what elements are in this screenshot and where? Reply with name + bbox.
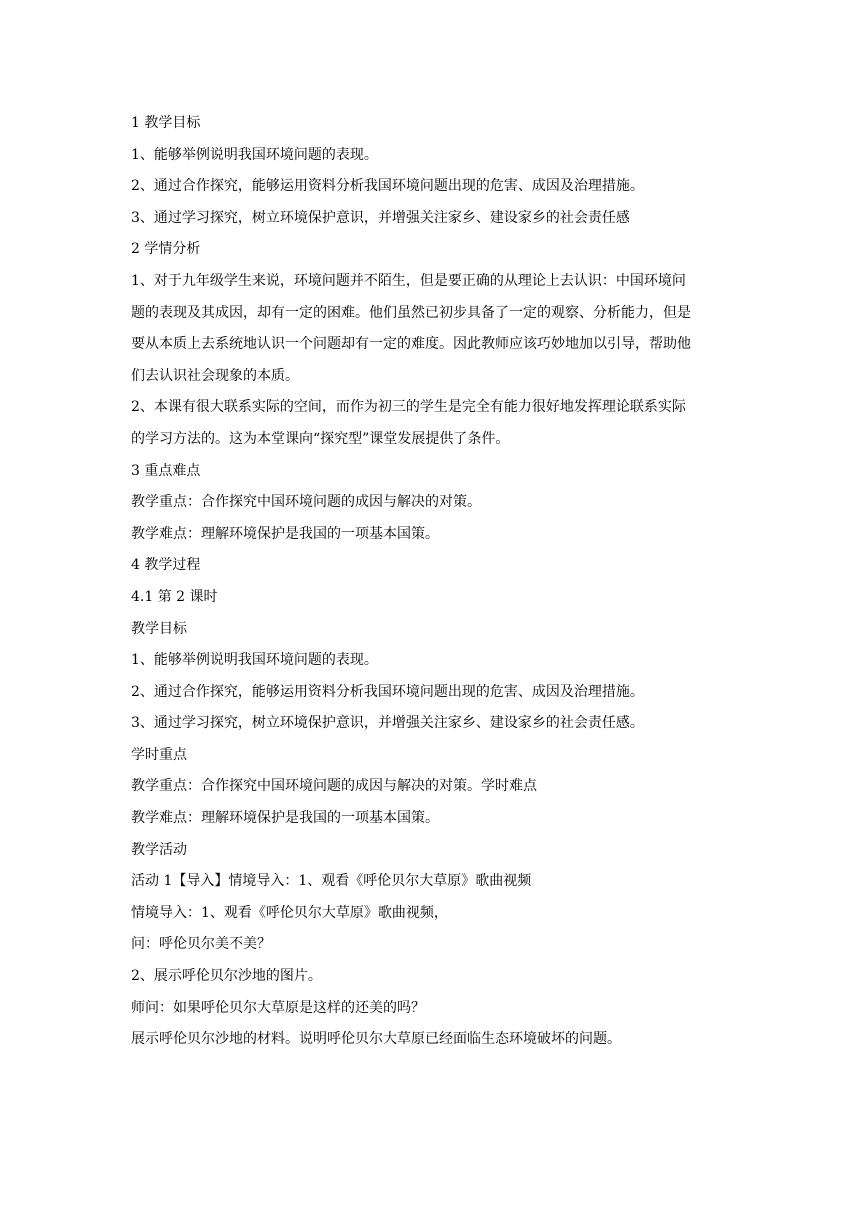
subheading-lesson-focus: 学时重点 [131, 746, 187, 763]
section-heading-teaching-process: 4 教学过程 [131, 557, 201, 574]
section-heading-student-analysis: 2 学情分析 [131, 241, 201, 258]
analysis-paragraph-1-line-4: 们去认识社会现象的本质。 [131, 367, 299, 384]
goal-item-1: 1、能够举例说明我国环境问题的表现。 [131, 146, 378, 163]
subheading-teaching-goals: 教学目标 [131, 620, 187, 637]
section-heading-key-points: 3 重点难点 [131, 462, 201, 479]
key-point-focus: 教学重点：合作探究中国环境问题的成因与解决的对策。 [131, 494, 481, 511]
lesson-difficulty-text: 教学难点：理解环境保护是我国的一项基本国策。 [131, 810, 439, 827]
activity-1-question: 问：呼伦贝尔美不美？ [131, 936, 271, 953]
subsection-heading-lesson-2: 4.1 第 2 课时 [131, 588, 218, 605]
lesson-focus-text: 教学重点：合作探究中国环境问题的成因与解决的对策。学时难点 [131, 778, 537, 795]
key-point-difficulty: 教学难点：理解环境保护是我国的一项基本国策。 [131, 525, 439, 542]
activity-1-step-2: 2、展示呼伦贝尔沙地的图片。 [131, 968, 322, 985]
analysis-paragraph-1-line-2: 题的表现及其成因，却有一定的困难。他们虽然已初步具备了一定的观察、分析能力，但是 [131, 304, 691, 321]
lesson-goal-item-2: 2、通过合作探究，能够运用资料分析我国环境问题出现的危害、成因及治理措施。 [131, 683, 644, 700]
analysis-paragraph-1-line-3: 要从本质上去系统地认识一个问题却有一定的难度。因此教师应该巧妙地加以引导，帮助他 [131, 336, 691, 353]
lesson-goal-item-3: 3、通过学习探究，树立环境保护意识，并增强关注家乡、建设家乡的社会责任感。 [131, 715, 644, 732]
goal-item-2: 2、通过合作探究，能够运用资料分析我国环境问题出现的危害、成因及治理措施。 [131, 178, 644, 195]
activity-1-step-1: 情境导入：1、观看《呼伦贝尔大草原》歌曲视频， [131, 904, 448, 921]
activity-1-material: 展示呼伦贝尔沙地的材料。说明呼伦贝尔大草原已经面临生态环境破坏的问题。 [131, 1031, 621, 1048]
subheading-teaching-activities: 教学活动 [131, 841, 187, 858]
activity-1-title: 活动 1【导入】情境导入：1、观看《呼伦贝尔大草原》歌曲视频 [131, 873, 532, 890]
section-heading-teaching-goals: 1 教学目标 [131, 115, 201, 131]
document-body [131, 108, 731, 1056]
lesson-goal-item-1: 1、能够举例说明我国环境问题的表现。 [131, 652, 378, 669]
activity-1-teacher-question: 师问：如果呼伦贝尔大草原是这样的还美的吗？ [131, 999, 425, 1016]
analysis-paragraph-1-line-1: 1、对于九年级学生来说，环境问题并不陌生，但是要正确的从理论上去认识：中国环境问 [131, 272, 686, 289]
goal-item-3: 3、通过学习探究，树立环境保护意识，并增强关注家乡、建设家乡的社会责任感 [131, 209, 630, 226]
analysis-paragraph-2-line-1: 2、本课有很大联系实际的空间，而作为初三的学生是完全有能力很好地发挥理论联系实际 [131, 399, 686, 416]
analysis-paragraph-2-line-2: 的学习方法的。这为本堂课向“探究型”课堂发展提供了条件。 [131, 430, 510, 447]
